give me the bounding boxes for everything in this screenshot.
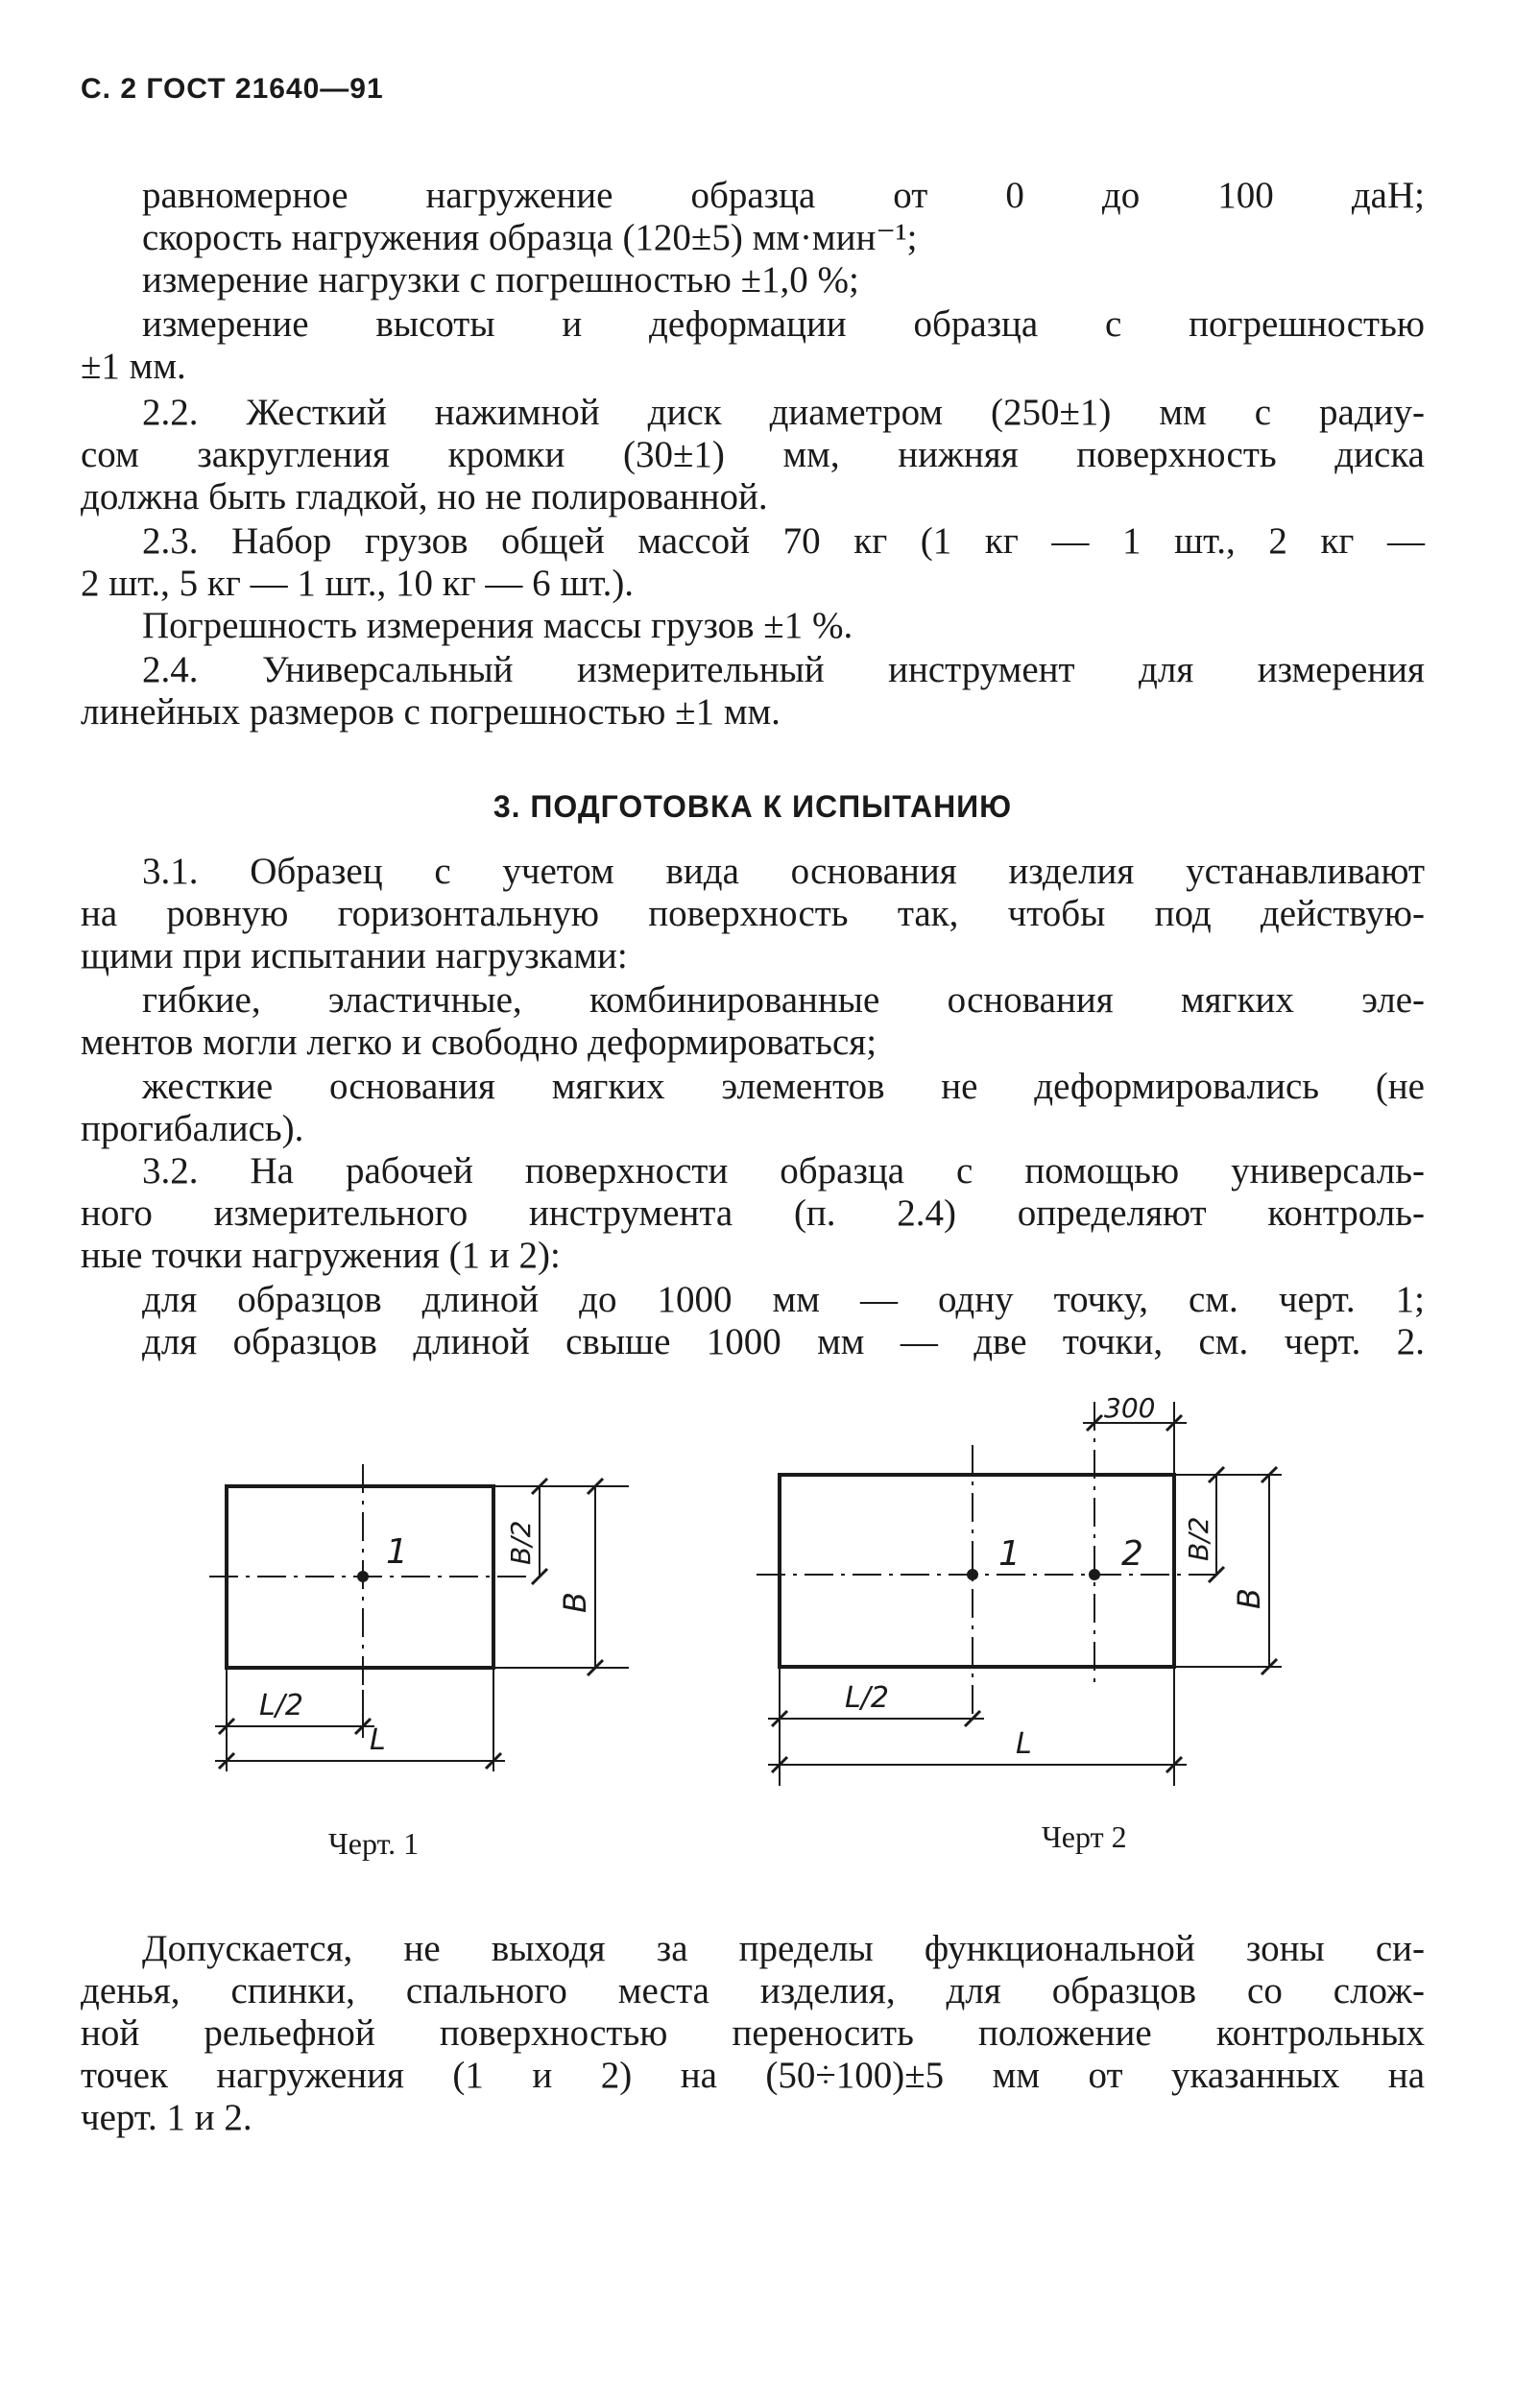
fig1-length-label: L xyxy=(370,1723,386,1757)
section-heading: 3. ПОДГОТОВКА К ИСПЫТАНИЮ xyxy=(493,789,1013,824)
text-line: на ровную горизонтальную поверхность так, чтобы под действую- xyxy=(81,893,1425,934)
text-line: линейных размеров с погрешностью ±1 мм. xyxy=(81,691,781,733)
figure-2-caption: Черт 2 xyxy=(1042,1819,1127,1854)
text-line: 2.2. Жесткий нажимной диск диаметром (250±1) мм с радиу- xyxy=(142,392,1425,433)
text-line: 3.1. Образец с учетом вида основания изделия устанавливают xyxy=(142,851,1425,892)
fig1-half-width-label: B/2 xyxy=(505,1520,537,1565)
figure-1-caption: Черт. 1 xyxy=(328,1826,420,1861)
text-line: измерение нагрузки с погрешностью ±1,0 %; xyxy=(142,259,859,301)
text-line: для образцов длиной свыше 1000 мм — две точки, см. черт. 2. xyxy=(142,1321,1425,1362)
fig1-width-label: B xyxy=(557,1592,593,1613)
text-line: черт. 1 и 2. xyxy=(81,2097,252,2138)
text-line: ной рельефной поверхностью переносить положение контрольных xyxy=(81,2012,1425,2054)
figure-1-diagram xyxy=(192,1440,653,1805)
text-line: 3.2. На рабочей поверхности образца с помощью универсаль- xyxy=(142,1150,1425,1192)
text-line: денья, спинки, спального места изделия, для образцов со слож- xyxy=(81,1970,1425,2011)
text-line: щими при испытании нагрузками: xyxy=(81,935,628,976)
text-line: 2.3. Набор грузов общей массой 70 кг (1 кг — 1 шт., 2 кг — xyxy=(142,520,1425,562)
text-line: ные точки нагружения (1 и 2): xyxy=(81,1235,561,1276)
fig2-half-length-label: L/2 xyxy=(845,1681,889,1715)
text-line: сом закругления кромки (30±1) мм, нижняя поверхность диска xyxy=(81,434,1425,475)
fig2-point2-label: 2 xyxy=(1121,1534,1143,1574)
fig2-width-label: B xyxy=(1231,1588,1267,1609)
fig1-half-length-label: L/2 xyxy=(259,1689,303,1722)
text-line: 2.4. Универсальный измерительный инструмент для измерения xyxy=(142,649,1425,690)
text-line: точек нагружения (1 и 2) на (50÷100)±5 мм от указанных на xyxy=(81,2055,1425,2096)
fig1-point-label: 1 xyxy=(386,1532,408,1572)
text-line: Погрешность измерения массы грузов ±1 %. xyxy=(142,605,853,646)
page-header: С. 2 ГОСТ 21640—91 xyxy=(81,73,384,105)
text-line: должна быть гладкой, но не полированной. xyxy=(81,476,768,518)
text-line: для образцов длиной до 1000 мм — одну точку, см. черт. 1; xyxy=(142,1279,1425,1320)
text-line: ±1 мм. xyxy=(81,346,186,387)
fig2-offset-label: 300 xyxy=(1104,1392,1156,1424)
text-line: скорость нагружения образца (120±5) мм·мин⁻¹; xyxy=(142,217,918,258)
figure-2-diagram xyxy=(749,1383,1306,1805)
text-line: измерение высоты и деформации образца с погрешностью xyxy=(142,303,1425,345)
text-line: жесткие основания мягких элементов не деформировались (не xyxy=(142,1066,1425,1107)
text-line: 2 шт., 5 кг — 1 шт., 10 кг — 6 шт.). xyxy=(81,563,635,604)
fig2-half-width-label: B/2 xyxy=(1183,1516,1214,1561)
text-line: Допускается, не выходя за пределы функциональной зоны си- xyxy=(142,1928,1425,1969)
text-line: гибкие, эластичные, комбинированные основания мягких эле- xyxy=(142,979,1425,1021)
text-line: прогибались). xyxy=(81,1108,304,1149)
text-line: равномерное нагружение образца от 0 до 100 даН; xyxy=(142,175,1425,216)
text-line: ментов могли легко и свободно деформироваться; xyxy=(81,1022,877,1063)
fig2-length-label: L xyxy=(1016,1727,1032,1761)
fig2-point1-label: 1 xyxy=(998,1534,1021,1574)
text-line: ного измерительного инструмента (п. 2.4) определяют контроль- xyxy=(81,1192,1425,1234)
